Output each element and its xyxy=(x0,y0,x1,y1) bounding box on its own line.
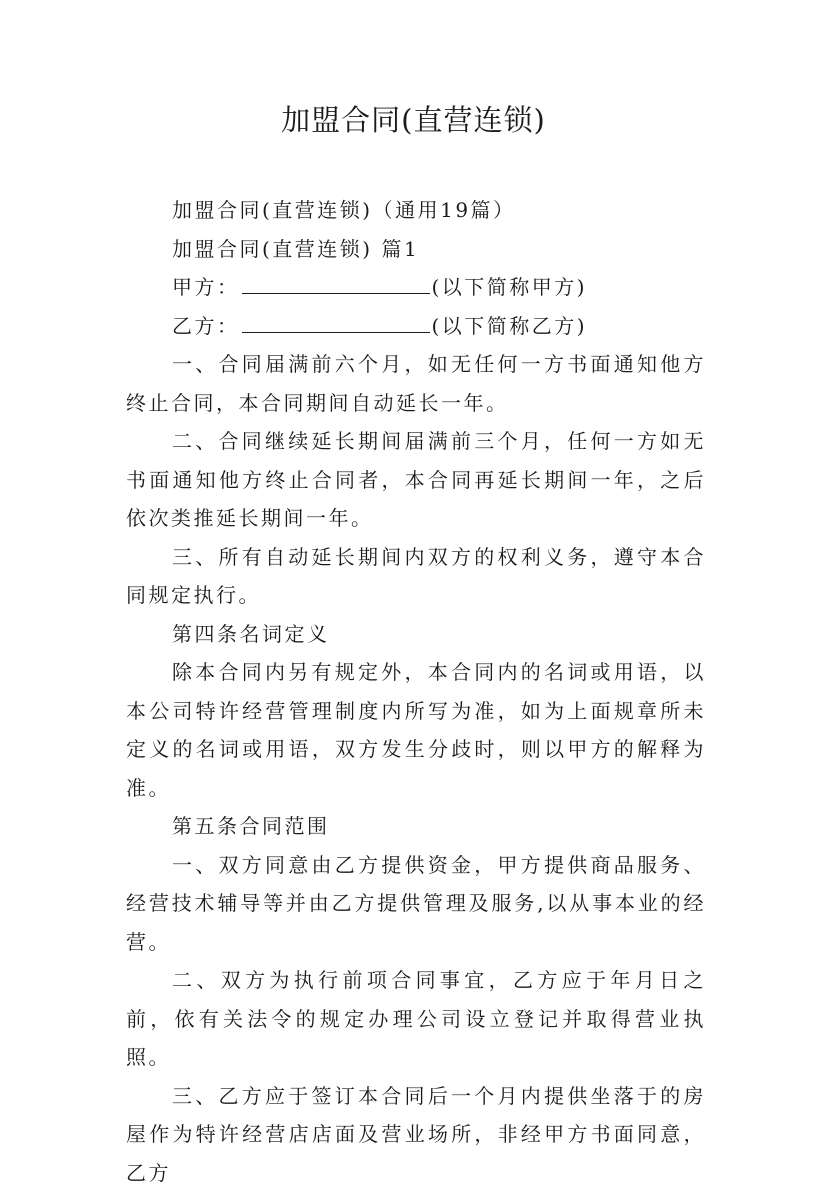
article-5-heading: 第五条合同范围 xyxy=(126,807,706,846)
article-4-text: 除本合同内另有规定外，本合同内的名词或用语，以本公司特许经营管理制度内所写为准，如为上面规章所未定义的名词或用语，双方发生分歧时，则以甲方的解释为准。 xyxy=(126,653,706,807)
party-a-blank xyxy=(242,271,430,294)
heading-part: 加盟合同(直营连锁) 篇1 xyxy=(126,230,706,269)
heading-general: 加盟合同(直营连锁)（通用19篇） xyxy=(126,191,706,230)
article-4-heading: 第四条名词定义 xyxy=(126,615,706,654)
paragraph-renewal-1: 一、合同届满前六个月，如无任何一方书面通知他方终止合同，本合同期间自动延长一年。 xyxy=(126,345,706,422)
article-5-item-2: 二、双方为执行前项合同事宜，乙方应于年月日之前，依有关法令的规定办理公司设立登记并取得营业执照。 xyxy=(126,961,706,1077)
party-a-label: 甲方： xyxy=(172,275,240,299)
party-b-blank xyxy=(242,310,430,333)
party-a-line xyxy=(126,268,706,307)
document-body xyxy=(126,191,706,1192)
party-b-suffix: (以下简称乙方) xyxy=(432,314,588,338)
document-title: 加盟合同(直营连锁) xyxy=(0,100,827,140)
paragraph-renewal-3: 三、所有自动延长期间内双方的权利义务，遵守本合同规定执行。 xyxy=(126,538,706,615)
article-5-item-3: 三、乙方应于签订本合同后一个月内提供坐落于的房屋作为特许经营店店面及营业场所，非经甲方书面同意，乙方 xyxy=(126,1077,706,1192)
party-b-line xyxy=(126,307,706,346)
party-b-label: 乙方： xyxy=(172,314,240,338)
party-a-suffix: (以下简称甲方) xyxy=(432,275,588,299)
article-5-item-1: 一、双方同意由乙方提供资金，甲方提供商品服务、经营技术辅导等并由乙方提供管理及服务,以从事本业的经营。 xyxy=(126,846,706,962)
paragraph-renewal-2: 二、合同继续延长期间届满前三个月，任何一方如无书面通知他方终止合同者，本合同再延长期间一年，之后依次类推延长期间一年。 xyxy=(126,422,706,538)
